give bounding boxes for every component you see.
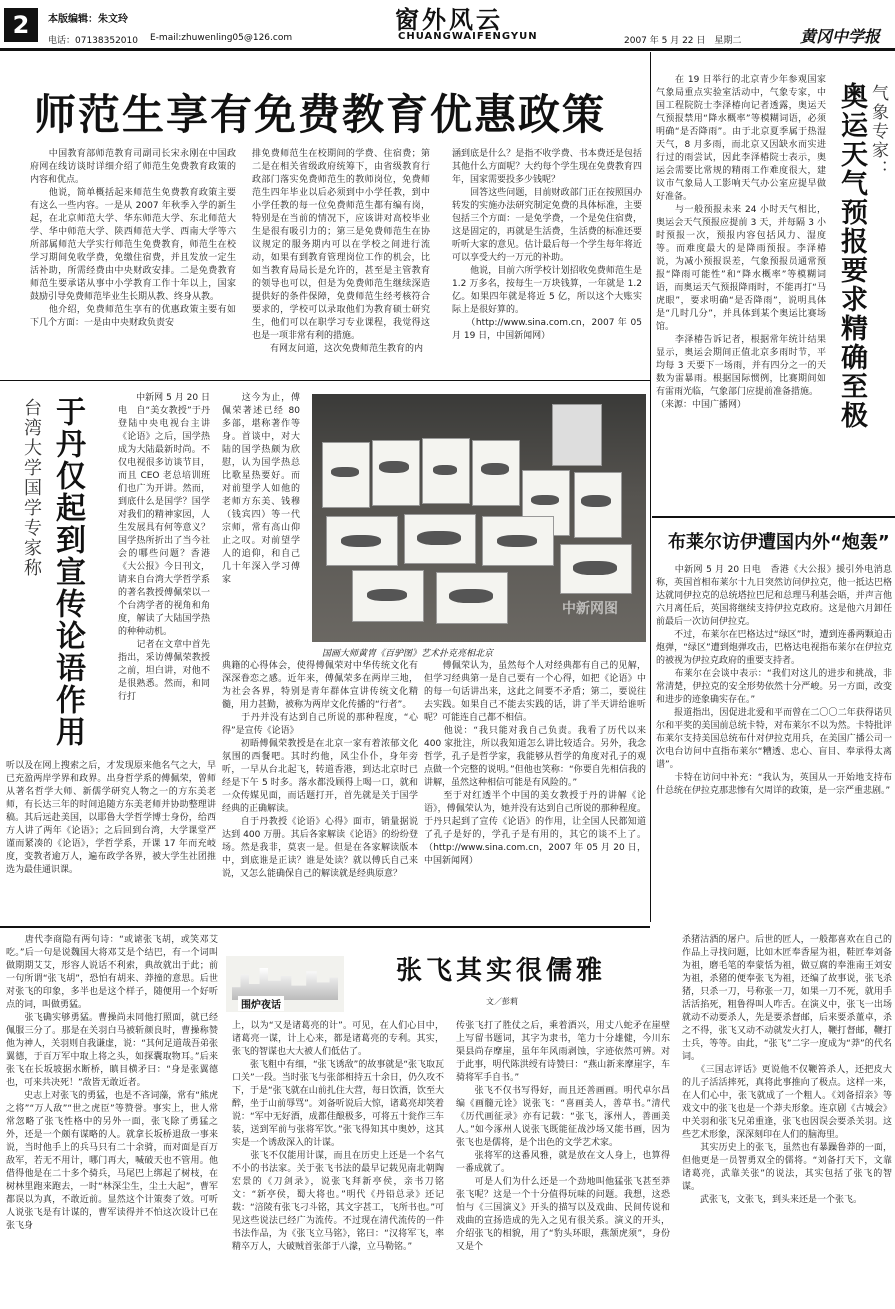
section-pinyin: CHUANGWAIFENGYUN xyxy=(398,31,538,42)
zhangfei-headline: 张飞其实很儒雅 xyxy=(396,956,607,986)
divider-blair-top xyxy=(652,516,895,518)
zhangfei-author: 文／彭莉 xyxy=(486,997,518,1006)
divider-yu-bottom xyxy=(0,926,650,928)
yu-headline: 于丹仅起到宣传论语作用 xyxy=(50,396,85,748)
zhangfei-col-4: 杀猪沽酒的屠户。后世的匠人，一般都喜欢在自己的作品上寻找问题，比如木匠奉香屋为祖，鞋匠奉刘备为祖，磨毛笔的奉蒙恬为祖，做豆腐的奉淮南王刘安为祖，杀猪的便奉张飞为祖，还编了故事说，张飞杀猪，只杀一刀，号称张一刀，如果一刀不死，就用手活活掐死，粗鲁得叫人咋舌。在演义中，张飞一出场就动不动要杀人，先是要杀督邮，后来要杀董卓，杀之不得，张飞又动不动就发火打人，鞭打督邮，鞭打士兵，等等。由此，“张飞”二字一度成为“莽”的代名词。 《三国志评话》更说他不仅鞭笞杀人，还把皮大的儿子活活摔死，真将此事推向了极点。这样一来，在人们心中，张飞就成了一个粗人。《刘备招亲》等戏文中的张飞也是一个莽夫形象。连京剧《古城会》中关羽和张飞兄弟重逢，张飞也因误会要杀关羽。这些艺术形象，深深刻印在人们的脑海里。 其实历史上的张飞，虽然也有暴躁鲁莽的一面，但他更是一员智勇双全的儒将。“刘备打天下，文靠诸葛亮，武靠关张”的说法，其实包括了张飞的智谋。 武张飞，文张飞，到头来还是一个张飞。 xyxy=(682,935,892,1205)
yu-col-narrow: 这今为止，傅佩荣著述已经 80 多部，堪称著作等身。首谈中，对大陆的国学热颇为欣慰，认为国学热总比歌星热要好。而对前望学人如他的老师方东美、钱穆（钱宾四）等一代宗师，常有高山仰止之叹。对前望学人的追仰，和自己几十年深入学习傅家 xyxy=(222,393,300,585)
blair-col-1: 中新网 5 月 20 日电 香港《大公报》援引外电消息称，英国首相布莱尔十九日突然访问伊拉克，他一抵达巴格达就同伊拉克的总统塔拉巴尼和总理马利基会晤，并声言他六月离任后，英国将继续支持伊拉克政府。这是他六月卸任前最后一次访问伊拉克。 不过，布莱尔在巴格达过“绿区”时，遭到连番两颗迫击炮弹，“绿区”遭到炮弹攻击，巴格达电视指布莱尔在伊拉克的被视为伊拉克政府的重要支持者。 布莱尔在会谈中表示：“我们对这儿的进步和挑战，非常清楚，伊拉克的安全形势依然十分严峻。另一方面，改变和进步的迹象确实存在。” 报道指出，因促进北爱和平而曾在二〇〇二年获得诺贝尔和平奖的美国前总统卡特，对布莱尔不以为然。卡特批评布莱尔支持美国总统布什对伊拉克用兵，在美国广播公司一次电台访问中直指布莱尔“糟透、忠心、盲目、奉承得太离谱”。 卡特在访问中补充：“我认为，英国从一开始地支持布什总统在伊拉克那悲惨有欠周详的政策，是一宗严重悲剧。” xyxy=(656,565,892,796)
page-number: 2 xyxy=(4,8,38,42)
zhangfei-col-1: 唐代李商隐有两句诗：“或谑张飞胡，或笑邓艾吃。”后一句是说魏国大将邓艾是个结巴，有一个词叫做期期艾艾，形容人说话不利索，典故就出于此；前一句所谓“张飞胡”，恐怕有胡来、莽撞的意思。后世对张飞的印象，多半也是这个样子，随便用一个好听点的词，叫做勇猛。 张飞确实够勇猛。曹操尚未同他打照面，就已经佩服三分了。那是在关羽白马被斩颜良时，曹操称赞他为神人，关羽则自我谦虚，说：“其何足道哉吾弟张翼德，于百万军中取上将之头，如探囊取物耳。”后来张飞在长坂坡据水断桥，瞋目横矛曰：“身是张翼德也，可来共决死！”敌皆无敢近者。 史志上对张飞的勇猛，也是不吝词藻，常有“熊虎之将”“万人敌”“世之虎臣”等赞誉。事实上，世人常常忽略了张飞性格中的另外一面，张飞除了勇猛之外，还是一个颇有谋略的人。就拿长坂桥退敌一事来说，当时他手上的兵马只有二十余骑，而对面是百万敌军，若无不用计，哪门再大，喊破天也不管用。他借得他是在二十多个骑兵，马尾巴上绑起了树枝，在树林里跑来跑去，一时“林深尘生，尘土大起”，曹军都误以为真，不敢近前。显然这个计策奏了效。可听人说张飞是有计谋的，曹军读得并不怕这次设计已在张飞身 xyxy=(6,935,218,1231)
olympic-headline: 奥运天气预报要求精确至极 xyxy=(836,82,867,430)
column-tag-label: 围炉夜话 xyxy=(238,996,284,1011)
phone-number: 电话：07138352010 xyxy=(48,36,138,46)
blair-headline: 布莱尔访伊遭国内外“炮轰” xyxy=(668,532,890,553)
teacher-col-1: 中国教育部师范教育司副司长宋永刚在中国政府网在线访谈时详细介绍了师范生免费教育政策的内容和优点。 他说，简单概括起来师范生免费教育政策主要有这么一些内容。一是从 2007 年秋季入学的新生起，在北京师范大学、华东师范大学、东北师范大学、华中师范大学、陕西师范大学、西南大学等六所部属师范大学实行师范生免费教育，师范生在校学习期间免收学费，免缴住宿费，并且发放一定生活补助，所需经费由中央财政安排。二是免费教育师范生要承诺从事中小学教育工作十年以上，国家鼓励引导免费师范毕业生长期从教、终身从教。 他介绍，免费师范生享有的优惠政策主要有如下几个方面：一是由中央财政负责安 xyxy=(30,149,236,328)
card-9 xyxy=(482,516,554,566)
yu-col-mid: 典籍的心得体会，使得傅佩荣对中华传统文化有深深眷恋之感。近年来，傅佩荣多在两岸三地，为社会各界，特别是青年群体宣讲传统文化精髓，用力甚勤，被称为两岸文化传播的“行者”。 于丹并没有达到自己所说的那种程度，“心得”是宣传《论语》 初晤傅佩荣教授是在北京一家有着浓郁文化氛围的西餐吧。其时约他，风尘仆仆，身年旁听，一早从台北起飞，转道香港，到达北京时已经是下午 5 时多。落水都没顾得上喝一口，就和一众传媒见面，而话题打开，首先就是关于国学经典的正确解读。 自于丹教授《论语》心得》面市，销量据说达到 400 万册。其后各家解读《论语》的纷纷登场。然是我非，莫衷一是。但是在各家解读版本中，到底谁是正读？谁是处读？就以傅氏自己来说，又怎么能确保自己的解读就是经典原意？ xyxy=(222,661,418,879)
card-3 xyxy=(422,438,470,504)
zhangfei-col-3: 传张飞打了胜仗之后，乘着酒兴，用丈八蛇矛在崖壁上写留书题词，其字为隶书，笔力十分雄健，今川东渠县尚存摩崖，虽年年风雨剥蚀，字迹依然可辨。对于此事，明代陈洪绶有诗赞曰：“燕山新来摩崖字，车骑将军手自书。” 张飞不仅书写得好，而且还善画画。明代卓尔昌编《画髓元诠》说张飞：“喜画美人，善草书。”清代《历代画征录》亦有记载：“张飞，涿州人，善画美人。”如今涿州人说张飞既能征战沙场又能书画，因为张飞也是儒将，是个出色的文学艺术家。 张将军的这番风雅，就是放在文人身上，也算得一番成就了。 可是人们为什么还是一个劲地叫他猛张飞甚至莽张飞呢？这是一个十分值得玩味的问题。我想，这恐怕与《三国演义》开头的描写以及戏曲、民间传说和戏曲的宣扬造成的先入之见有很关系。演义的开头，介绍张飞的相貌，用了“豹头环眼，燕颔虎须”，身份又是个 xyxy=(456,1021,670,1252)
yu-subtitle: 台湾大学国学专家称 xyxy=(21,398,42,578)
teacher-col-2: 排免费师范生在校期间的学费、住宿费；第二是在相关省级政府统筹下，由省级教育行政部门落实免费师范生的教师岗位，免费师范生四年毕业以后必须到中小学任教，到中小学任教的每一位免费师范生都有编有岗，特别是在当前的情况下，应该讲对高校毕业生是很有吸引力的；第三是免费师范生在协议规定的服务期内可以在学校之间进行流动，如果有到教育管理岗位工作的机会，比如当教育局局长是允许的，甚至是主管教育的领导也可以，但是为免费师范生继续深造提供好的条件保障，免费师范生经考核符合要求的，学校可以录取他们为教育硕士研究生，他们可以在职学习专业课程，我觉得这也是一项非常有利的措施。 有网友问道，这次免费师范生教育的内 xyxy=(252,149,430,354)
teacher-col-3: 涵到底是什么？是指不收学费、书本费还是包括其他什么方面呢？大约每个学生现在免费教育四年，国家需要投多少钱呢？ 回答这些问题，目前财政部门正在按照国办转发的实施办法研究制定免费的具体标准，主要包括三个方面：一是免学费，一个是免住宿费，这是固定的，再就是生活费，生活费的标准还要听听大家的意见。估计最后每一个学生每年将近可以享受大约一万元的补助。 他说，目前六所学校计划招收免费师范生是 1.2 万多名，按每生一万块钱算，一年就是 1.2 亿。如果四年就是将近 5 亿，所以这个大账实际上是很好算的。 （http://www.sina.com.cn，2007 年 05 月 19 日，中国新闻网） xyxy=(452,149,642,341)
editor-credit: 本版编辑：朱文玲 xyxy=(48,14,128,25)
issue-date: 2007 年 5 月 22 日 星期二 xyxy=(624,36,742,46)
header-rule xyxy=(0,48,895,51)
teacher-headline: 师范生享有免费教育优惠政策 xyxy=(34,90,607,139)
yu-col-left: 中新网 5 月 20 日电 自“美女教授”于丹登陆中央电视台主讲《论语》之后，国学热成为大陆最新时尚。不仅电视很多访谈节目，而且 CEO 老总培训班们也广为开讲。然而，到底什么是国学？国学对我们的精神家园，人生发展具有何等意义？国学热所折出了当今社会的哪些问题？香港《大公报》今日刊文，请来自台湾大学哲学系的著名教授傅佩荣以一个台湾学者的视角和角度，解读了大陆国学热的种种动机。 记者在文章中首先指出，采访傅佩荣教授之前，坦白讲，对他不是很熟悉。然而，和同行打 xyxy=(118,393,210,702)
olympic-col-1: 在 19 日举行的北京青少年参观国家气象局重点实验室活动中，气象专家，中国工程院院士李泽椿向记者透露，奥运天气预报禁用“降水概率”等模糊词语，必须明确“是否降雨”。由于北京夏季属于热湿天气，8 月多雨，而北京又因缺水而实进行过的雨尝试，因此李泽椿院士表示，奥运会需要比常规的精雨工作难度很大，建议市气象局人工影响天气办公室应提早做好准备。 与一般预报未来 24 小时天气相比，奥运会天气预报应提前 3 天，并每隔 3 小时预报一次，预报内容包括风力、湿度等。而难度最大的是降雨预报。李泽椿说，为减小预报误差，气象预报员通常预报“降雨可能性”和“降水概率”等模糊词语，而奥运天气预报降雨时，不能再打“马虎眼”，要求明确“是否降雨”，说明具体是“几时几分”，并具体到某个奥运比赛场馆。 李泽椿告诉记者，根据常年统计结果显示，奥运会期间正值北京多雨时节，平均每 3 天要下一场雨，并有四分之一的天数为雷暴雨。根据国际惯例，比赛期间如有雷雨光临，气象部门应提前准备措施。 （来源：中国广播网） xyxy=(656,75,826,410)
photo-watermark: 中新网图 xyxy=(562,601,618,617)
card-4 xyxy=(472,440,520,506)
card-7 xyxy=(326,516,398,566)
email-address: E-mail:zhuwenling05@126.com xyxy=(150,33,293,43)
card-12 xyxy=(436,572,508,624)
divider-teacher-bottom xyxy=(0,380,650,381)
paper-name: 黄冈中学报 xyxy=(800,27,881,46)
zhangfei-column-tag xyxy=(226,956,344,1012)
yu-col-bottom-left: 听以及在网上搜索之后，才发现原来他名气之大，早已充盈两岸学界和政界。出身哲学系的傅佩荣，曾师从著名哲学大师、新儒学研究人物之一的方东美老师，有长达三年的时间追随方东美老师并协助整理讲稿。其后远赴美国，以耶鲁大学哲学博士身份，给西方人讲了两年《论语》；之后回到台湾，大学课堂严谨而紧凑的《论语》，学哲学系，开课 17 年而充岐度，变教者逾万人，遍布政学各界，被大学生社团推选为最佳通识课。 xyxy=(6,761,216,875)
zhangfei-col-2: 上，以为“又是诸葛亮的计”。可见，在人们心目中，诸葛亮一谋，计上心来，都是诸葛亮的专利。其实，张飞的智谋也大大被人们低估了。 张飞粗中有细，“张飞诱敌”的故事就是“张飞取瓦口关”一段。当时张飞与张郃相持五十余日，仍久攻不下，于是“张飞就在山前扎住大营，每日饮酒，饮至大醉，坐于山前辱骂”。刘备听说后大惊，诸葛亮却笑着说：“军中无好酒，成都佳酿极多，可将五十瓮作三车装，送到军前与张将军饮。”张飞得知其中奥妙，这其实是一个诱敌深入的计谋。 张飞不仅能用计谋，而且在历史上还是一个名气不小的书法家。关于张飞书法的最早记载见南北朝陶宏景的《刀剑录》，说张飞拜新亭侯，亲书刀铭文：“新亭侯，蜀大将也。”明代《丹铅总录》还记载：“涪陵有张飞刁斗铭，其文字甚工，飞所书也。”可见这些说法已经广为流传。不过现在清代流传的一件书法作品，为《张飞立马铭》，铭曰：“汉将军飞，率精卒万人，大破贼首张郃于八濛，立马勒铭。” xyxy=(232,1021,444,1252)
yu-col-right: 傅佩荣认为，虽然每个人对经典都有自己的见解，但学习经典第一是自己要有一个心得，如把《论语》中的每一句话讲出来，这此之间要不矛盾；第二，要说往去实践。如果自己不能去实践的话，讲了半天讲给谁听呢？可能连自己都不相信。 他说：“我只能对我自己负责。我看了历代以来 400 家批注，所以我知道怎么讲比较适合。另外，我念哲学，孔子是哲学家，我能够从哲学的角度对孔子的观点做一个完整的说明。”但他也笑称：“你要自先相信我的讲解，虽然这种相信可能是有风险的。” 至于对红透半个中国的美女教授于丹的讲解《论语》，傅佩荣认为，她并没有达到自己所说的那种程度。于丹只起到了宣传《论语》的作用，让全国人民都知道了孔子是好的，学孔子是有用的，其它的谈不上了。（http://www.sina.com.cn，2007 年 05 月 20 日，中国新闻网） xyxy=(424,661,646,866)
divider-right-column xyxy=(650,52,651,922)
playing-cards-photo xyxy=(312,394,646,642)
card-1 xyxy=(322,442,370,508)
card-2 xyxy=(372,440,420,506)
card-8 xyxy=(404,514,476,564)
card-box xyxy=(552,404,602,466)
section-title: 窗外风云 xyxy=(395,5,503,34)
olympic-subtitle: 气象专家： xyxy=(868,84,888,179)
card-11 xyxy=(352,570,424,622)
card-10 xyxy=(560,544,632,594)
card-6 xyxy=(574,472,622,538)
photo-caption: 国画大师黄胄《百驴图》艺术扑克亮相北京 xyxy=(322,649,494,659)
